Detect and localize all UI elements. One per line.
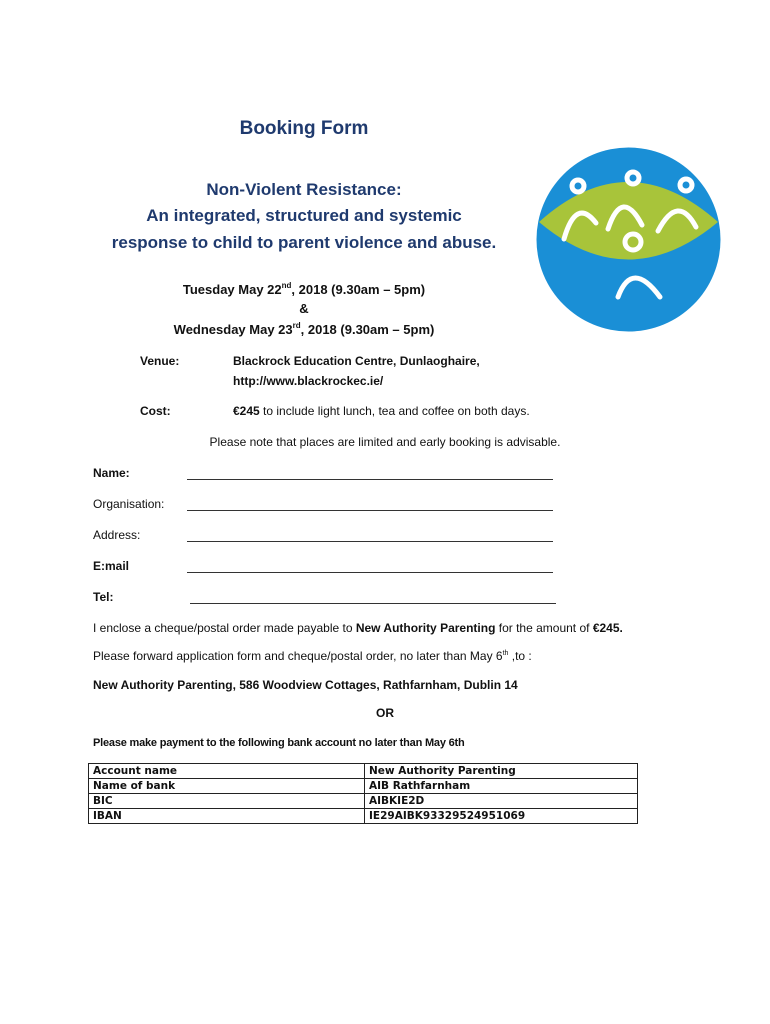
page-title: Booking Form [239, 118, 369, 139]
organisation-field[interactable] [187, 510, 553, 511]
bank-row-value: AIB Rathfarnham [365, 779, 638, 794]
date-ampersand: & [299, 301, 309, 316]
table-row [89, 809, 638, 824]
bank-heading: Please make payment to the following bank account no later than May 6th [93, 737, 465, 749]
bank-row-value: AIBKIE2D [365, 794, 638, 809]
postal-address: New Authority Parenting, 586 Woodview Cottages, Rathfarnham, Dublin 14 [93, 678, 518, 692]
bank-row-label: Name of bank [89, 779, 365, 794]
name-field[interactable] [187, 479, 553, 480]
venue-label: Venue: [140, 354, 180, 368]
name-label: Name: [93, 466, 130, 480]
table-row [89, 764, 638, 779]
bank-row-label: Account name [89, 764, 365, 779]
email-label: E:mail [93, 559, 130, 573]
bank-row-value: IE29AIBK93329524951069 [365, 809, 638, 824]
bank-row-value: New Authority Parenting [365, 764, 638, 779]
cost-value: €245 to include light lunch, tea and coffee on both days. [233, 404, 530, 418]
table-row [89, 779, 638, 794]
venue-address: Blackrock Education Centre, Dunlaoghaire, [233, 354, 480, 368]
tel-field[interactable] [190, 603, 556, 604]
address-field[interactable] [187, 541, 553, 542]
or-separator: OR [376, 706, 394, 720]
address-label: Address: [93, 528, 141, 542]
date-line-1: Tuesday May 22nd, 2018 (9.30am – 5pm) [182, 281, 426, 297]
cost-label: Cost: [140, 404, 171, 418]
subtitle-line-1: Non-Violent Resistance: [206, 180, 402, 199]
venue-website: http://www.blackrockec.ie/ [233, 374, 384, 388]
enclose-statement: I enclose a cheque/postal order made payable to New Authority Parenting for the amount of €245. [93, 621, 623, 635]
forward-instruction: Please forward application form and cheque/postal order, no later than May 6th ,to : [93, 649, 532, 663]
bank-row-label: BIC [89, 794, 365, 809]
table-row [89, 794, 638, 809]
date-line-2: Wednesday May 23rd, 2018 (9.30am – 5pm) [173, 321, 435, 337]
bank-row-label: IBAN [89, 809, 365, 824]
availability-note: Please note that places are limited and early booking is advisable. [209, 435, 561, 449]
organisation-label: Organisation: [93, 497, 165, 511]
email-field[interactable] [187, 572, 553, 573]
bank-details-table [88, 763, 638, 824]
tel-label: Tel: [93, 590, 114, 604]
subtitle-line-3: response to child to parent violence and abuse. [111, 233, 497, 252]
subtitle-line-2: An integrated, structured and systemic [146, 206, 462, 225]
